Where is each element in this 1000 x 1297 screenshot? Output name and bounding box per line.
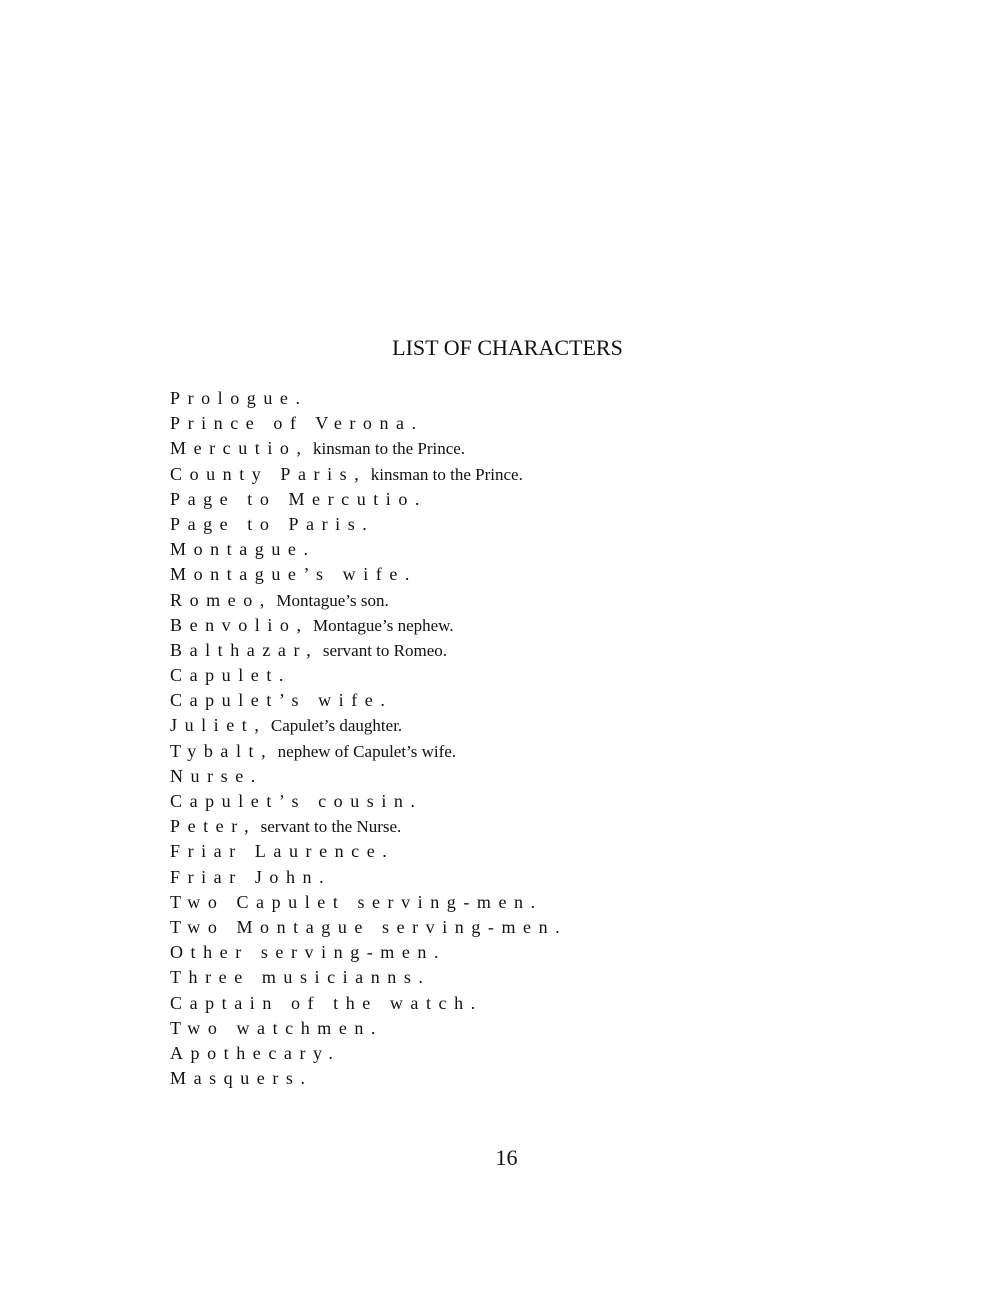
character-name: Two watchmen. — [170, 1017, 383, 1038]
character-description: Capulet’s daughter. — [270, 716, 403, 736]
character-name: Montague. — [170, 539, 316, 560]
character-name: Prince of Verona. — [170, 413, 424, 434]
character-name: Two Montague serving-men. — [170, 916, 568, 937]
character-description: servant to the Nurse. — [260, 817, 402, 837]
character-name: Peter, — [170, 816, 257, 837]
character-list — [170, 386, 567, 1091]
character-entry — [170, 991, 567, 1016]
character-name: Captain of the watch. — [170, 992, 483, 1013]
page-number: 16 — [495, 1145, 518, 1170]
character-name: Benvolio, — [170, 614, 309, 635]
character-name: Romeo, — [170, 589, 272, 610]
character-entry — [170, 814, 567, 839]
character-entry — [170, 713, 567, 738]
character-description: kinsman to the Prince. — [370, 464, 523, 484]
character-entry — [170, 487, 567, 512]
character-entry — [170, 411, 567, 436]
character-entry — [170, 915, 567, 940]
character-entry — [170, 865, 567, 890]
character-name: Juliet, — [170, 715, 267, 736]
character-description: nephew of Capulet’s wife. — [277, 741, 457, 761]
character-name: Capulet. — [170, 665, 291, 686]
character-name: Three musicianns. — [170, 967, 431, 988]
character-entry — [170, 1066, 567, 1091]
character-name: Other serving-men. — [170, 942, 447, 963]
character-entry — [170, 537, 567, 562]
character-entry — [170, 386, 567, 411]
character-name: Prologue. — [170, 388, 308, 408]
character-entry — [170, 588, 567, 613]
character-entry — [170, 764, 567, 789]
character-entry — [170, 1041, 567, 1066]
character-entry — [170, 638, 567, 663]
character-entry — [170, 1016, 567, 1041]
character-entry — [170, 562, 567, 587]
character-entry — [170, 789, 567, 814]
character-name: Page to Paris. — [170, 513, 375, 534]
character-name: Mercutio, — [170, 438, 309, 459]
character-name: Two Capulet serving-men. — [170, 891, 543, 912]
page-title: LIST OF CHARACTERS — [392, 335, 623, 360]
character-entry — [170, 688, 567, 713]
character-description: servant to Romeo. — [322, 640, 448, 660]
character-name: Friar Laurence. — [170, 841, 395, 862]
character-name: Nurse. — [170, 765, 263, 786]
character-name: Balthazar, — [170, 639, 319, 660]
character-name: Friar John. — [170, 866, 332, 887]
character-name: Montague’s wife. — [170, 564, 417, 585]
character-entry — [170, 940, 567, 965]
character-name: Masquers. — [170, 1068, 313, 1089]
character-entry — [170, 462, 567, 487]
character-entry — [170, 436, 567, 461]
character-name: Capulet’s cousin. — [170, 791, 423, 811]
character-entry — [170, 839, 567, 864]
character-entry — [170, 739, 567, 764]
character-entry — [170, 613, 567, 638]
character-entry — [170, 663, 567, 688]
character-name: Tybalt, — [170, 740, 274, 761]
character-name: Page to Mercutio. — [170, 488, 427, 509]
character-entry — [170, 890, 567, 915]
character-name: County Paris, — [170, 463, 367, 484]
character-name: Apothecary. — [170, 1042, 341, 1063]
character-description: Montague’s son. — [276, 590, 389, 610]
character-name: Capulet’s wife. — [170, 690, 393, 711]
character-entry — [170, 965, 567, 990]
character-description: Montague’s nephew. — [313, 615, 454, 635]
character-entry — [170, 512, 567, 537]
character-description: kinsman to the Prince. — [313, 439, 466, 459]
